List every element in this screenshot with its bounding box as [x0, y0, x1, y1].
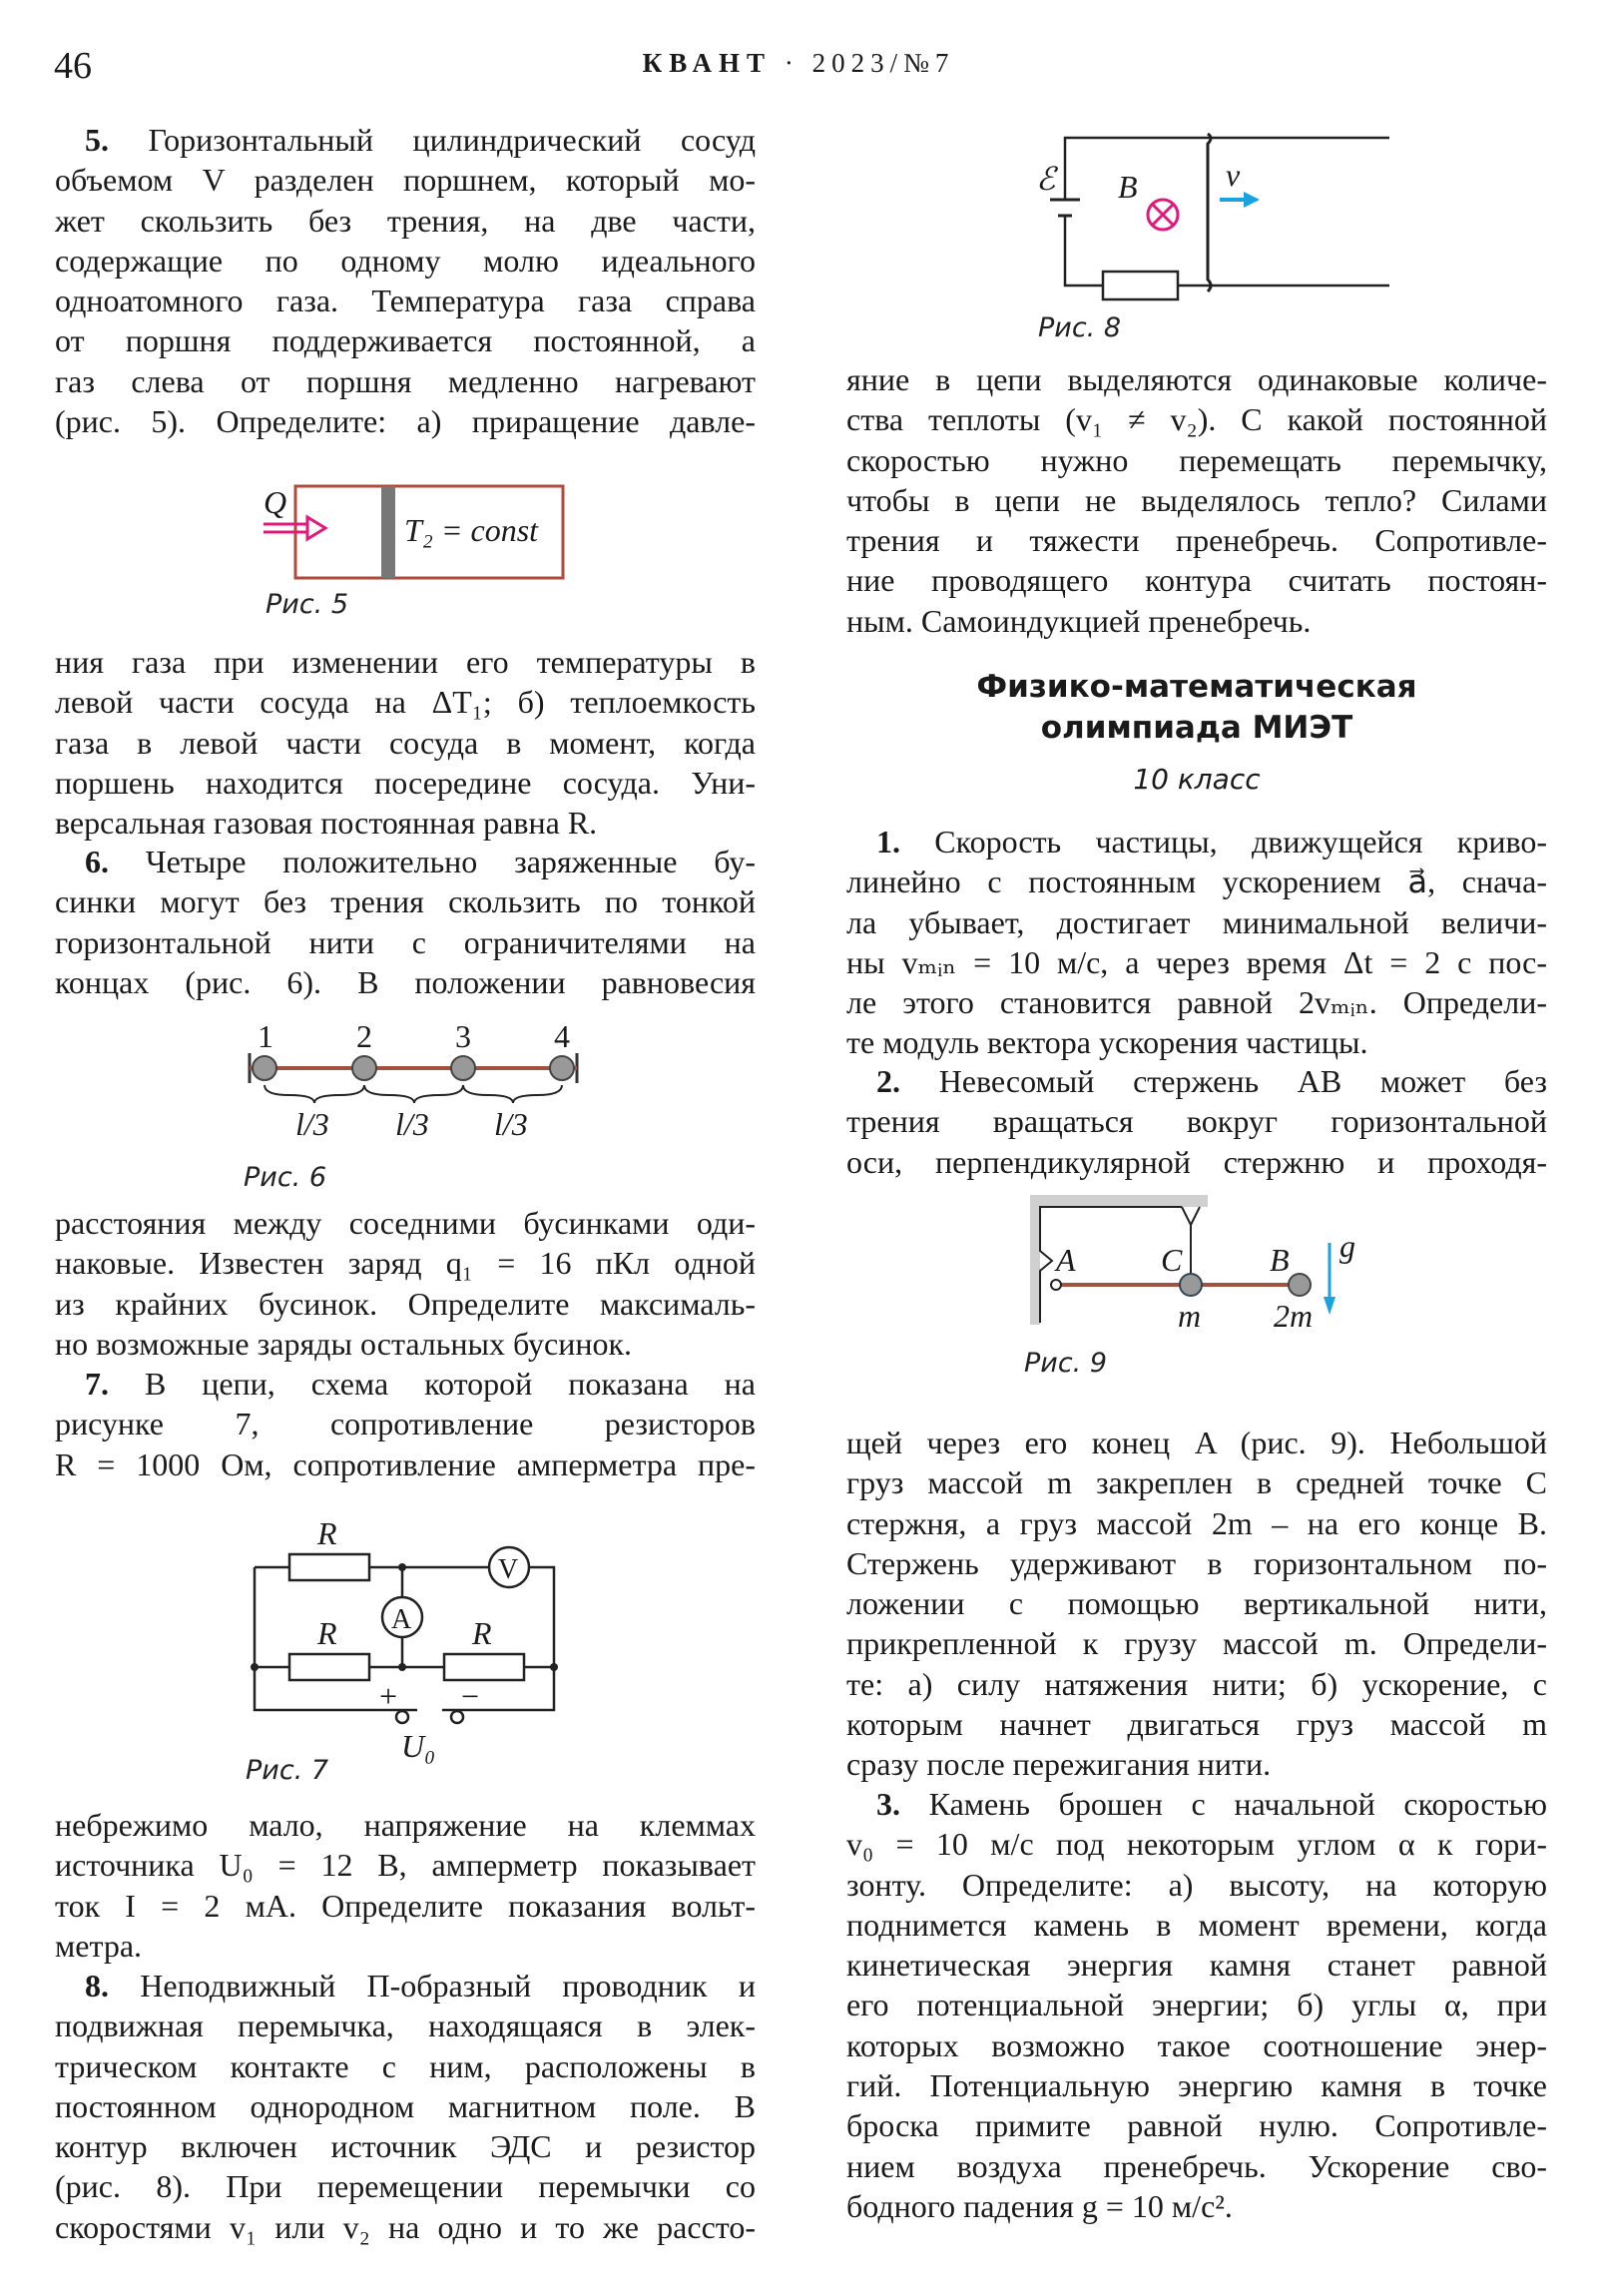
figure-6-beads: [240, 1018, 599, 1153]
line-text: трения и тяжести пренебречь. Сопротивле-: [846, 522, 1547, 559]
heat-label: Q: [264, 484, 287, 520]
mass-m: [1180, 1274, 1202, 1296]
line-text: нием воздуха пренебречь. Ускорение сво-: [846, 2147, 1547, 2184]
heading-line-2: олимпиада МИЭТ: [1040, 710, 1353, 746]
text-line: [846, 1623, 1547, 1663]
text-line: [55, 1203, 756, 1243]
point-a-label: A: [1056, 1242, 1076, 1278]
problem-number: 6.: [85, 844, 109, 879]
section-heading: [846, 667, 1547, 749]
line-text: бодного падения g = 10 м/с².: [846, 2187, 1233, 2224]
running-header: [0, 48, 1597, 79]
line-text: чтобы в цепи не выделялось тепло? Силами: [846, 481, 1547, 518]
bead-label: 4: [554, 1018, 570, 1054]
line-text: R = 1000 Ом, сопротивление амперметра пре-: [55, 1445, 756, 1482]
problem-2-continued: [846, 1423, 1547, 1785]
line-text: ным. Самоиндукцией пренебречь.: [846, 602, 1312, 639]
line-text: метра.: [55, 1927, 143, 1964]
text-line: [846, 1423, 1547, 1462]
text-line: [846, 1101, 1547, 1141]
issue-number: 2023/№7: [811, 48, 955, 78]
line-text: ток I = 2 мА. Определите показания вольт-: [55, 1887, 756, 1924]
pivot: [1051, 1280, 1061, 1290]
velocity-label: v: [1226, 157, 1241, 193]
line-text: ложении с помощью вертикальной нити,: [846, 1585, 1547, 1622]
text-line: [55, 1243, 756, 1283]
text-line: [55, 1805, 756, 1845]
line-text: контур включен источник ЭДС и резистор: [55, 2128, 756, 2165]
text-line: [846, 1583, 1547, 1623]
text-line: [846, 982, 1547, 1022]
text-line: [55, 723, 756, 763]
text-line: [846, 1503, 1547, 1543]
text-line: [846, 2065, 1547, 2105]
line-text: Камень брошен с начальной скоростью: [928, 1786, 1547, 1822]
text-line: [846, 560, 1547, 600]
line-text: гий. Потенциальную энергию камня в точке: [846, 2067, 1547, 2104]
text-line: [55, 1284, 756, 1324]
bead-label: 2: [356, 1018, 372, 1054]
text-line: [55, 881, 756, 921]
problem-5-continued: [55, 642, 756, 843]
text-line: [846, 1142, 1547, 1182]
temperature-label: T₂ = const: [404, 512, 539, 548]
figure-8-circuit: [1028, 120, 1447, 309]
plus-terminal: +: [379, 1678, 398, 1714]
line-text: рисунке 7, сопротивление резисторов: [55, 1406, 756, 1442]
line-text: (рис. 5). Определите: а) приращение давле-: [55, 403, 756, 440]
text-line: [55, 320, 756, 360]
figure-5-cylinder: [250, 469, 579, 599]
text-line: [55, 2006, 756, 2045]
problem-5: [55, 120, 756, 441]
line-text: ны vₘᵢₙ = 10 м/с, а через время Δt = 2 с пос-: [846, 943, 1547, 980]
line-text: его потенциальной энергии; б) углы α, при: [846, 1987, 1547, 2023]
voltage-label: U₀: [401, 1728, 436, 1764]
text-line: [846, 1462, 1547, 1502]
line-text: но возможные заряды остальных бусинок.: [55, 1325, 633, 1362]
text-line: [55, 201, 756, 241]
mass-label: m: [1178, 1298, 1202, 1334]
line-text: трения вращаться вокруг горизонтальной: [846, 1103, 1547, 1140]
resistor-label: R: [317, 1615, 337, 1651]
brace: [463, 1085, 562, 1103]
text-line: [55, 2046, 756, 2086]
text-line: [55, 642, 756, 682]
gravity-label: g: [1339, 1228, 1355, 1264]
line-text: ла убывает, достигает минимальной величи-: [846, 903, 1547, 940]
text-line: [846, 601, 1547, 641]
text-line: [55, 241, 756, 281]
problem-3: [846, 1784, 1547, 2226]
bead-2: [352, 1056, 376, 1080]
line-text: из крайних бусинок. Определите максималь-: [55, 1285, 756, 1322]
minus-terminal: −: [461, 1678, 480, 1714]
problem-2: [846, 1061, 1547, 1182]
line-text: ле этого становится равной 2vₘᵢₙ. Определи-: [846, 984, 1547, 1021]
text-line: [55, 120, 756, 160]
text-line: [55, 2086, 756, 2126]
line-text: Скорость частицы, движущейся криво-: [934, 824, 1547, 860]
line-text: левой части сосуда на ΔT₁; б) теплоемкость: [55, 684, 756, 721]
line-text: газа в левой части сосуда в момент, когда: [55, 724, 756, 761]
problem-1: [846, 822, 1547, 1063]
text-line: [846, 1704, 1547, 1744]
text-line: [55, 2166, 756, 2206]
figure-9-caption: Рис. 9: [1024, 1348, 1108, 1379]
text-line: [846, 1061, 1547, 1101]
sliding-bar: [1208, 134, 1211, 291]
spacing-label: l/3: [494, 1106, 528, 1142]
line-text: Четыре положительно заряженные бу-: [145, 844, 757, 879]
line-text: ства теплоты (v₁ ≠ v₂). С какой постоянной: [846, 401, 1547, 438]
line-text: зонту. Определите: а) высоту, на которую: [846, 1866, 1547, 1903]
spacing-label: l/3: [395, 1106, 429, 1142]
text-line: [846, 1744, 1547, 1784]
text-line: [846, 359, 1547, 399]
line-text: объемом V разделен поршнем, который мо-: [55, 162, 756, 199]
text-line: [55, 160, 756, 200]
line-text: стержня, а груз массой 2m – на его конце B.: [846, 1504, 1547, 1541]
bead-label: 1: [258, 1018, 273, 1054]
text-line: [846, 861, 1547, 901]
line-text: концах (рис. 6). В положении равновесия: [55, 963, 756, 1000]
text-line: [55, 1886, 756, 1926]
bead-3: [451, 1056, 475, 1080]
text-line: [55, 2207, 756, 2247]
figure-6-caption: Рис. 6: [244, 1162, 327, 1193]
point-c-label: C: [1161, 1242, 1183, 1278]
text-line: [55, 803, 756, 843]
line-text: наковые. Известен заряд q₁ = 16 пКл одной: [55, 1245, 756, 1282]
mass-2m: [1289, 1274, 1311, 1296]
problem-number: 1.: [876, 824, 900, 860]
resistor: [1103, 272, 1178, 299]
journal-title: КВАНТ: [642, 48, 773, 78]
line-text: версальная газовая постоянная равна R.: [55, 805, 598, 842]
problem-8: [55, 1966, 756, 2247]
line-text: небрежимо мало, напряжение на клеммах: [55, 1807, 756, 1843]
separator: ·: [784, 48, 799, 78]
text-line: [846, 2186, 1547, 2226]
problem-number: 8.: [85, 1968, 109, 2004]
text-line: [55, 2126, 756, 2166]
text-line: [846, 480, 1547, 520]
text-line: [55, 1444, 756, 1484]
text-line: [55, 962, 756, 1002]
text-line: [846, 822, 1547, 861]
line-text: броска примите равной нулю. Сопротивле-: [846, 2107, 1547, 2144]
text-line: [55, 842, 756, 881]
grade-label: 10 класс: [1133, 763, 1261, 796]
line-text: подвижная перемычка, находящаяся в элек-: [55, 2008, 756, 2044]
line-text: груз массой m закреплен в средней точке C: [846, 1464, 1547, 1501]
voltmeter-label: V: [498, 1554, 519, 1585]
line-text: источника U₀ = 12 В, амперметр показывает: [55, 1847, 756, 1884]
text-line: [846, 2146, 1547, 2186]
line-text: щей через его конец A (рис. 9). Небольшой: [846, 1425, 1547, 1460]
heat-arrow-icon: [264, 524, 309, 532]
text-line: [55, 1966, 756, 2006]
line-text: одноатомного газа. Температура газа справа: [55, 283, 756, 319]
figure-9-rod: [1028, 1193, 1367, 1333]
line-text: расстояния между соседними бусинками оди-: [55, 1205, 756, 1241]
mass-label: 2m: [1274, 1298, 1314, 1334]
ammeter-label: A: [391, 1604, 412, 1635]
line-text: те: а) силу натяжения нити; б) ускорение, с: [846, 1665, 1547, 1702]
text-line: [846, 1905, 1547, 1945]
line-text: Горизонтальный цилиндрический сосуд: [148, 122, 757, 158]
line-text: ние проводящего контура считать постоян-: [846, 562, 1547, 599]
line-text: горизонтальной нити с ограничителями на: [55, 923, 756, 960]
text-line: [55, 1324, 756, 1364]
text-line: [846, 1664, 1547, 1704]
field-label: B: [1118, 169, 1138, 205]
line-text: синки могут без трения скользить по тонкой: [55, 883, 756, 920]
point-b-label: B: [1270, 1242, 1290, 1278]
resistor-label: R: [317, 1515, 337, 1551]
bead-4: [550, 1056, 574, 1080]
text-line: [55, 1364, 756, 1404]
text-line: [55, 682, 756, 722]
line-text: жет скользить без трения, на две части,: [55, 202, 756, 239]
text-line: [846, 1824, 1547, 1864]
figure-7-caption: Рис. 7: [246, 1755, 329, 1786]
figure-7-circuit: [240, 1502, 579, 1762]
problem-6: [55, 842, 756, 1002]
line-text: Невесомый стержень AB может без: [938, 1063, 1548, 1099]
resistor: [444, 1654, 524, 1680]
line-text: поднимется камень в момент времени, когда: [846, 1906, 1547, 1943]
problem-number: 5.: [85, 122, 109, 158]
problem-7: [55, 1364, 756, 1484]
line-text: содержащие по одному молю идеального: [55, 242, 756, 279]
problem-7-continued: [55, 1805, 756, 1966]
figure-8-caption: Рис. 8: [1038, 312, 1122, 343]
line-text: Стержень удерживают в горизонтальном по-: [846, 1544, 1547, 1581]
line-text: от поршня поддерживается постоянной, а: [55, 322, 756, 359]
line-text: газ слева от поршня медленно нагревают: [55, 362, 756, 399]
brace: [265, 1085, 364, 1103]
text-line: [55, 1404, 756, 1443]
text-line: [846, 399, 1547, 439]
text-line: [55, 1926, 756, 1966]
text-line: [846, 520, 1547, 560]
text-line: [846, 1945, 1547, 1985]
resistor: [289, 1554, 369, 1580]
text-line: [846, 1784, 1547, 1824]
resistor: [289, 1654, 369, 1680]
page-number: 46: [54, 45, 92, 87]
line-text: оси, перпендикулярной стержню и проходя-: [846, 1143, 1547, 1180]
spacing-label: l/3: [295, 1106, 329, 1142]
line-text: сразу после пережигания нити.: [846, 1746, 1272, 1783]
line-text: В цепи, схема которой показана на: [144, 1366, 757, 1402]
problem-number: 2.: [876, 1063, 900, 1099]
text-line: [55, 1845, 756, 1885]
text-line: [846, 902, 1547, 942]
line-text: ния газа при изменении его температуры в: [55, 644, 756, 680]
brace: [364, 1085, 463, 1103]
bead-label: 3: [455, 1018, 471, 1054]
problem-8-continued: [846, 359, 1547, 641]
problem-number: 7.: [85, 1366, 109, 1402]
line-text: скоростью нужно перемещать перемычку,: [846, 441, 1547, 478]
line-text: которым начнет двигаться груз массой m: [846, 1706, 1547, 1743]
text-line: [846, 1543, 1547, 1583]
line-text: скоростями v₁ или v₂ на одно и то же рассто-: [55, 2208, 756, 2245]
text-line: [846, 1865, 1547, 1905]
line-text: (рис. 8). При перемещении перемычки со: [55, 2168, 756, 2205]
line-text: прикрепленной к грузу массой m. Определи-: [846, 1625, 1547, 1662]
heading-line-1: Физико-математическая: [976, 669, 1417, 705]
line-text: яние в цепи выделяются одинаковые количе-: [846, 361, 1547, 397]
text-line: [55, 763, 756, 803]
line-text: линейно с постоянным ускорением a⃗, снача-: [846, 863, 1547, 900]
bead-1: [253, 1056, 276, 1080]
problem-number: 3.: [876, 1786, 900, 1822]
text-line: [846, 2025, 1547, 2065]
figure-5-caption: Рис. 5: [266, 589, 349, 620]
problem-6-continued: [55, 1203, 756, 1364]
text-line: [55, 361, 756, 401]
text-line: [846, 1022, 1547, 1062]
resistor-label: R: [472, 1615, 492, 1651]
line-text: постоянном однородном магнитном поле. В: [55, 2087, 756, 2124]
line-text: трическом контакте с ним, расположены в: [55, 2047, 756, 2084]
line-text: поршень находится посередине сосуда. Уни-: [55, 764, 756, 801]
text-line: [846, 942, 1547, 982]
text-line: [55, 922, 756, 962]
emf-label: ℰ: [1036, 161, 1056, 197]
line-text: те модуль вектора ускорения частицы.: [846, 1024, 1368, 1061]
text-line: [846, 1985, 1547, 2024]
line-text: Неподвижный П-образный проводник и: [140, 1968, 757, 2004]
line-text: которых возможно такое соотношение энер-: [846, 2026, 1547, 2063]
text-line: [55, 401, 756, 441]
text-line: [846, 2105, 1547, 2145]
line-text: v₀ = 10 м/с под некоторым углом α к гори-: [846, 1826, 1547, 1863]
text-line: [846, 440, 1547, 480]
line-text: кинетическая энергия камня станет равной: [846, 1947, 1547, 1984]
piston: [381, 486, 395, 578]
text-line: [55, 281, 756, 320]
